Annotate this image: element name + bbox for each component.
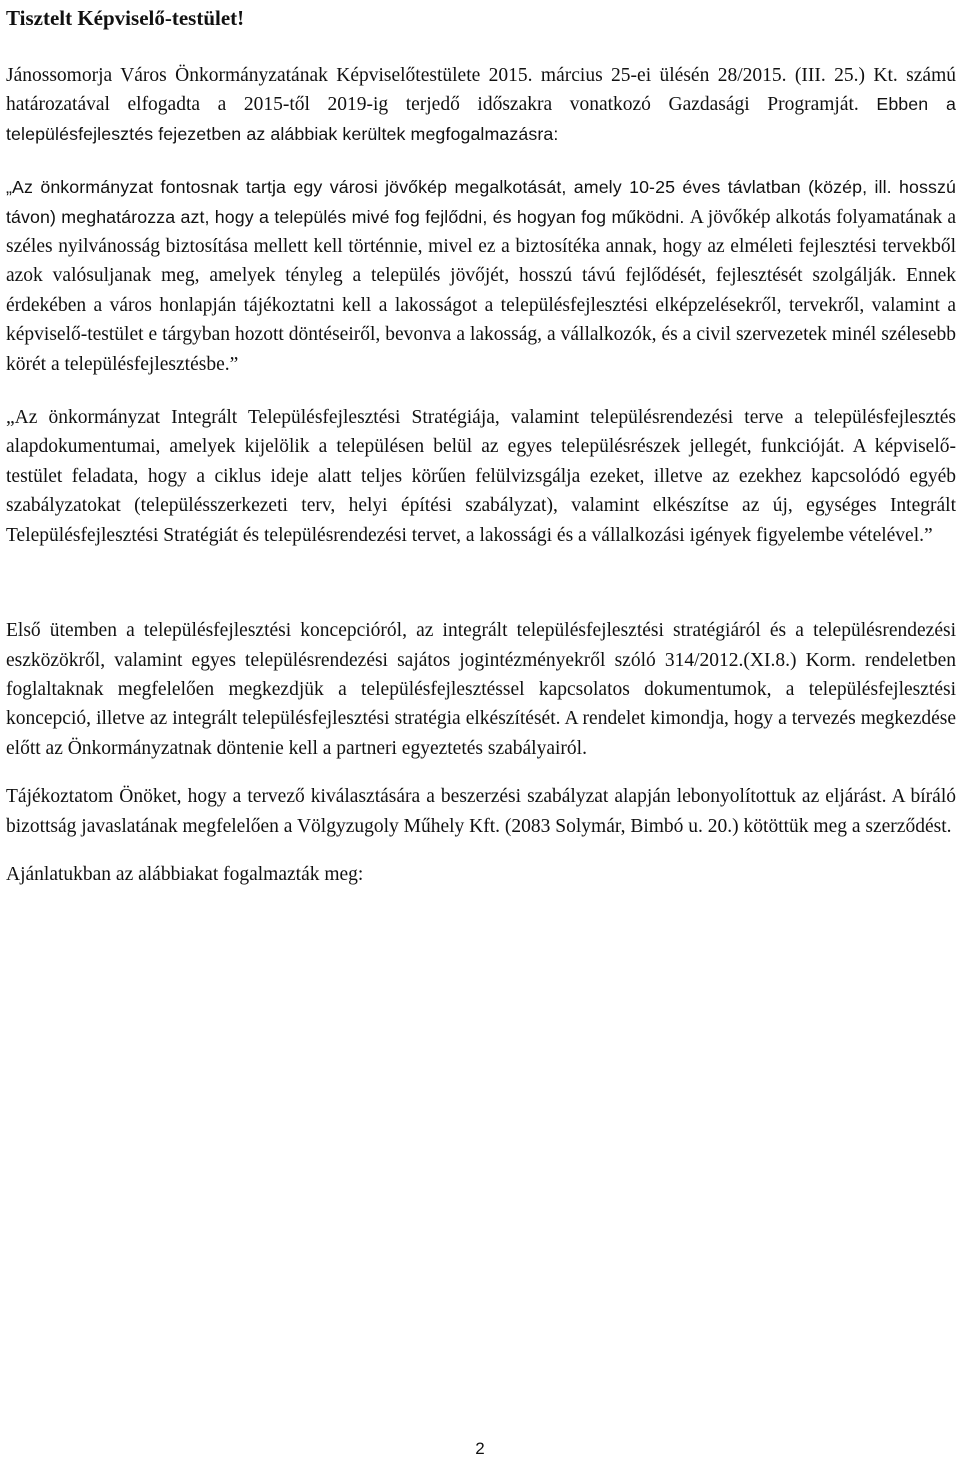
quote1-sans-text: „Az önkormányzat fontosnak tartja egy városi jövőkép megalkotását, amely 10-25 éves távlatban (közép, ill. hosszú távon) meghatározza azt, hogy a település mivé fog fejlődni, és hogyan fog működni.: [6, 177, 956, 227]
first-phase-paragraph: Első ütemben a településfejlesztési koncepcióról, az integrált településfejlesztési stratégiáról és a településrendezési eszközökről, valamint egyes településrendezési sajátos jogintézményekről szóló 314/2012.(XI.8.) Korm. rendeletben foglaltaknak megfelelően megkezdjük a településfejlesztéssel kapcsolatos dokumentumok, a településfejlesztési koncepció, illetve az integrált településfejlesztési stratégia elkészítését. A rendelet kimondja, hogy a tervezés megkezdése előtt az Önkormányzatnak döntenie kell a partneri egyeztetés szabályairól.: [6, 620, 956, 759]
intro-paragraph: [6, 61, 956, 149]
salutation-heading: Tisztelt Képviselő-testület!: [6, 6, 245, 30]
document-page: [6, 0, 956, 889]
quote1-serif-text: A jövőkép alkotás folyamatának a széles nyilvánosság biztosítása mellett kell történnie, mivel ez a biztosítéka annak, hogy az elméleti fejlesztési tervekből azok valósuljanak meg, amelyek tényleg a település jövőjét, hosszú távú fejlődését, fejlesztését szolgálják. Ennek érdekében a város honlapján tájékoztatni kell a lakosságot a településfejlesztési elképzelésekről, tervekről, valamint a képviselő-testület e tárgyban hozott döntéseiről, bevonva a lakosság, a vállalkozók, és a civil szervezetek minél szélesebb körét a településfejlesztésbe.”: [6, 206, 956, 375]
intro-text: Jánossomorja Város Önkormányzatának Képviselőtestülete 2015. március 25-ei ülésén 28/2015. (III. 25.) Kt. számú határozatával elfogadta a 2015-től 2019-ig terjedő időszakra vonatkozó Gazdasági Programját.: [6, 65, 956, 116]
intro-text-sans: Ebben a településfejlesztés fejezetben az alábbiak kerültek megfogalmazásra:: [6, 94, 956, 144]
offer-paragraph: Ajánlatukban az alábbiakat fogalmazták meg:: [6, 863, 364, 885]
quote-paragraph-1: [6, 173, 956, 379]
page-number: 2: [475, 1439, 485, 1458]
quote-paragraph-2: „Az önkormányzat Integrált Településfejlesztési Stratégiája, valamint településrendezési terve a településfejlesztés alapdokumentumai, amelyek kijelölik a településen belül az egyes településrészek jellegét, funkcióját. A képviselő-testület feladata, hogy a ciklus ideje alatt teljes körűen felülvizsgálja ezeket, illetve az ezekhez kapcsolódó egyéb szabályzatokat (településszerkezeti terv, helyi építési szabályzat), valamint elkészítse az új, egységes Integrált Településfejlesztési Stratégiát és településrendezési tervet, a lakossági és a vállalkozási igények figyelembe vételével.”: [6, 407, 956, 546]
inform-paragraph: Tájékoztatom Önöket, hogy a tervező kiválasztására a beszerzési szabályzat alapján lebonyolítottuk az eljárást. A bíráló bizottság javaslatának megfelelően a Völgyzugoly Műhely Kft. (2083 Solymár, Bimbó u. 20.) kötöttük meg a szerződést.: [6, 786, 956, 837]
